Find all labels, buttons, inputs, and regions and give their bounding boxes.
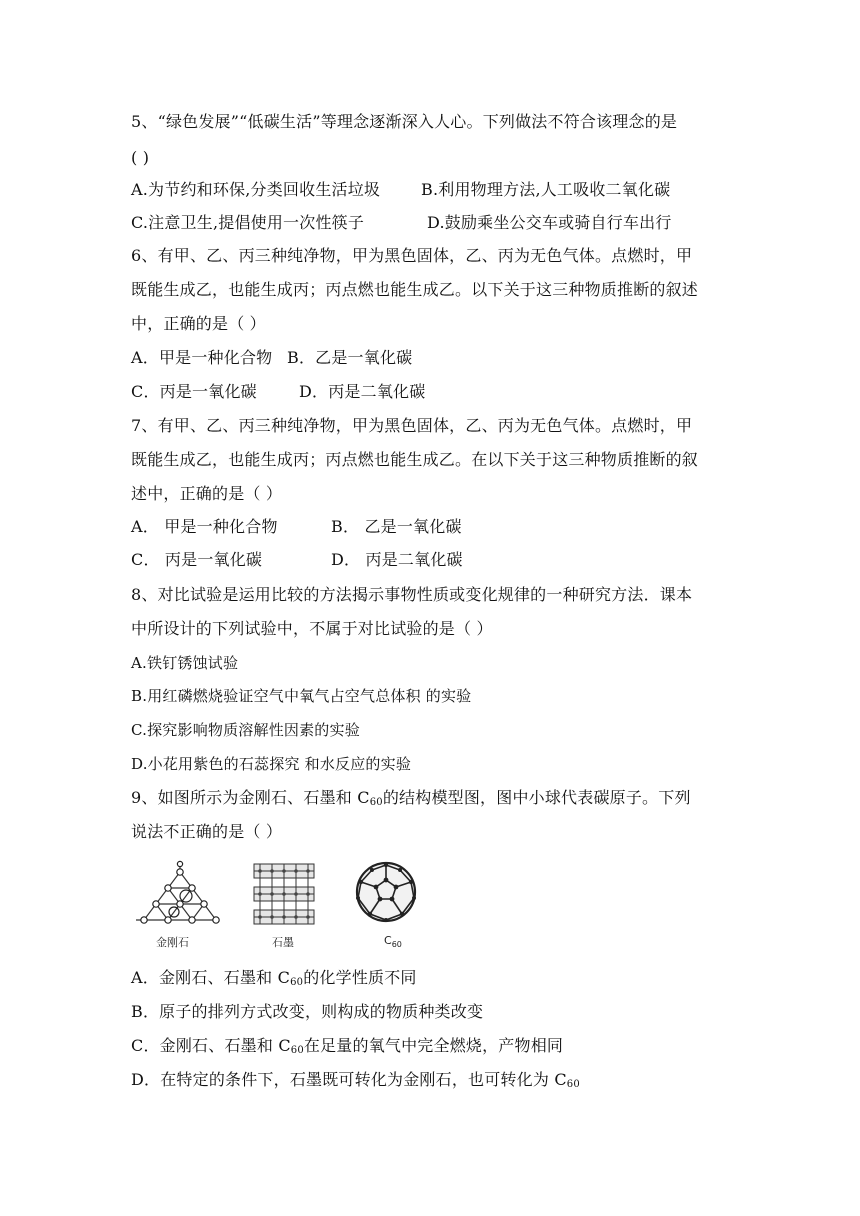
q8-line-2: 中所设计的下列试验中，不属于对比试验的是（ ） <box>131 619 493 638</box>
q9-option-c-part1: C．金刚石、石墨和 C <box>131 1036 291 1055</box>
c60-subscript: 60 <box>290 1045 304 1056</box>
q6-option-b: B．乙是一氧化碳 <box>287 348 413 367</box>
q6-options-ab <box>131 348 412 368</box>
graphite-structure-image <box>250 860 318 928</box>
q9-line-1 <box>131 788 691 813</box>
q8-option-d: D.小花用紫色的石蕊探究 和水反应的实验 <box>131 755 412 773</box>
q9-option-c-part2: 在足量的氧气中完全燃烧，产物相同 <box>303 1036 564 1055</box>
q8-line-1: 8、对比试验是运用比较的方法揭示事物性质或变化规律的一种研究方法．课本 <box>131 585 693 604</box>
q9-option-b: B．原子的排列方式改变，则构成的物质种类改变 <box>131 1002 484 1021</box>
q5-option-b: B.利用物理方法,人工吸收二氧化碳 <box>421 180 671 199</box>
q9-line-1-b: 的结构模型图，图中小球代表碳原子。下列 <box>382 788 691 807</box>
q8-option-a: A.铁钉锈蚀试验 <box>131 654 239 672</box>
q6-line-1: 6、有甲、乙、丙三种纯净物，甲为黑色固体，乙、丙为无色气体。点燃时，甲 <box>131 246 693 265</box>
q6-option-a: A．甲是一种化合物 <box>131 348 273 367</box>
q6-option-c: C．丙是一氧化碳 <box>131 382 257 401</box>
q5-option-c: C.注意卫生,提倡使用一次性筷子 <box>131 213 365 232</box>
diamond-caption: 金刚石 <box>156 936 189 949</box>
q7-line-1: 7、有甲、乙、丙三种纯净物，甲为黑色固体，乙、丙为无色气体。点燃时，甲 <box>131 416 693 435</box>
q6-line-3: 中，正确的是（ ） <box>131 314 266 333</box>
c60-subscript: 60 <box>369 797 383 808</box>
q9-line-2: 说法不正确的是（ ） <box>131 822 283 841</box>
q6-line-2: 既能生成乙，也能生成丙；丙点燃也能生成乙。以下关于这三种物质推断的叙述 <box>131 280 699 299</box>
c60-subscript: 60 <box>566 1079 580 1090</box>
q5-options-cd <box>131 213 672 233</box>
q9-option-d-part1: D．在特定的条件下，石墨既可转化为金刚石，也可转化为 C <box>131 1070 567 1089</box>
q7-option-a: A． 甲是一种化合物 <box>131 517 278 536</box>
q6-option-d: D．丙是二氧化碳 <box>299 382 426 401</box>
c60-caption-subscript: 60 <box>391 940 402 950</box>
graphite-caption: 石墨 <box>272 936 294 949</box>
q9-option-a-part1: A．金刚石、石墨和 C <box>131 968 291 987</box>
q9-option-d <box>131 1070 580 1095</box>
q7-option-b: B． 乙是一氧化碳 <box>331 517 462 536</box>
c60-structure-image <box>354 860 418 924</box>
c60-subscript: 60 <box>290 977 304 988</box>
diamond-structure-image <box>132 860 222 928</box>
q9-line-1-a: 9、如图所示为金刚石、石墨和 C <box>131 788 370 807</box>
q7-line-3: 述中，正确的是（ ） <box>131 484 283 503</box>
carbon-structure-figures <box>132 860 412 955</box>
q5-option-d: D.鼓励乘坐公交车或骑自行车出行 <box>427 213 672 232</box>
q8-option-b: B.用红磷燃烧验证空气中氧气占空气总体积 的实验 <box>131 687 472 705</box>
q9-option-a <box>131 968 417 993</box>
q9-option-a-part2: 的化学性质不同 <box>303 968 417 987</box>
c60-caption-c: C <box>384 934 392 947</box>
q5-paren: ( ) <box>131 148 150 167</box>
q7-option-d: D． 丙是二氧化碳 <box>331 550 463 569</box>
q8-option-c: C.探究影响物质溶解性因素的实验 <box>131 721 360 739</box>
q7-line-2: 既能生成乙，也能生成丙；丙点燃也能生成乙。在以下关于这三种物质推断的叙 <box>131 450 699 469</box>
q5-options-ab <box>131 180 670 200</box>
c60-caption <box>384 934 402 949</box>
q5-option-a: A.为节约和环保,分类回收生活垃圾 <box>131 180 381 199</box>
q7-option-c: C． 丙是一氧化碳 <box>131 550 263 569</box>
q7-options-cd <box>131 550 463 570</box>
q9-option-c <box>131 1036 563 1061</box>
q6-options-cd <box>131 382 425 402</box>
q5-stem: 5、“绿色发展”“低碳生活”等理念逐渐深入人心。下列做法不符合该理念的是 <box>131 112 678 131</box>
q7-options-ab <box>131 517 462 537</box>
